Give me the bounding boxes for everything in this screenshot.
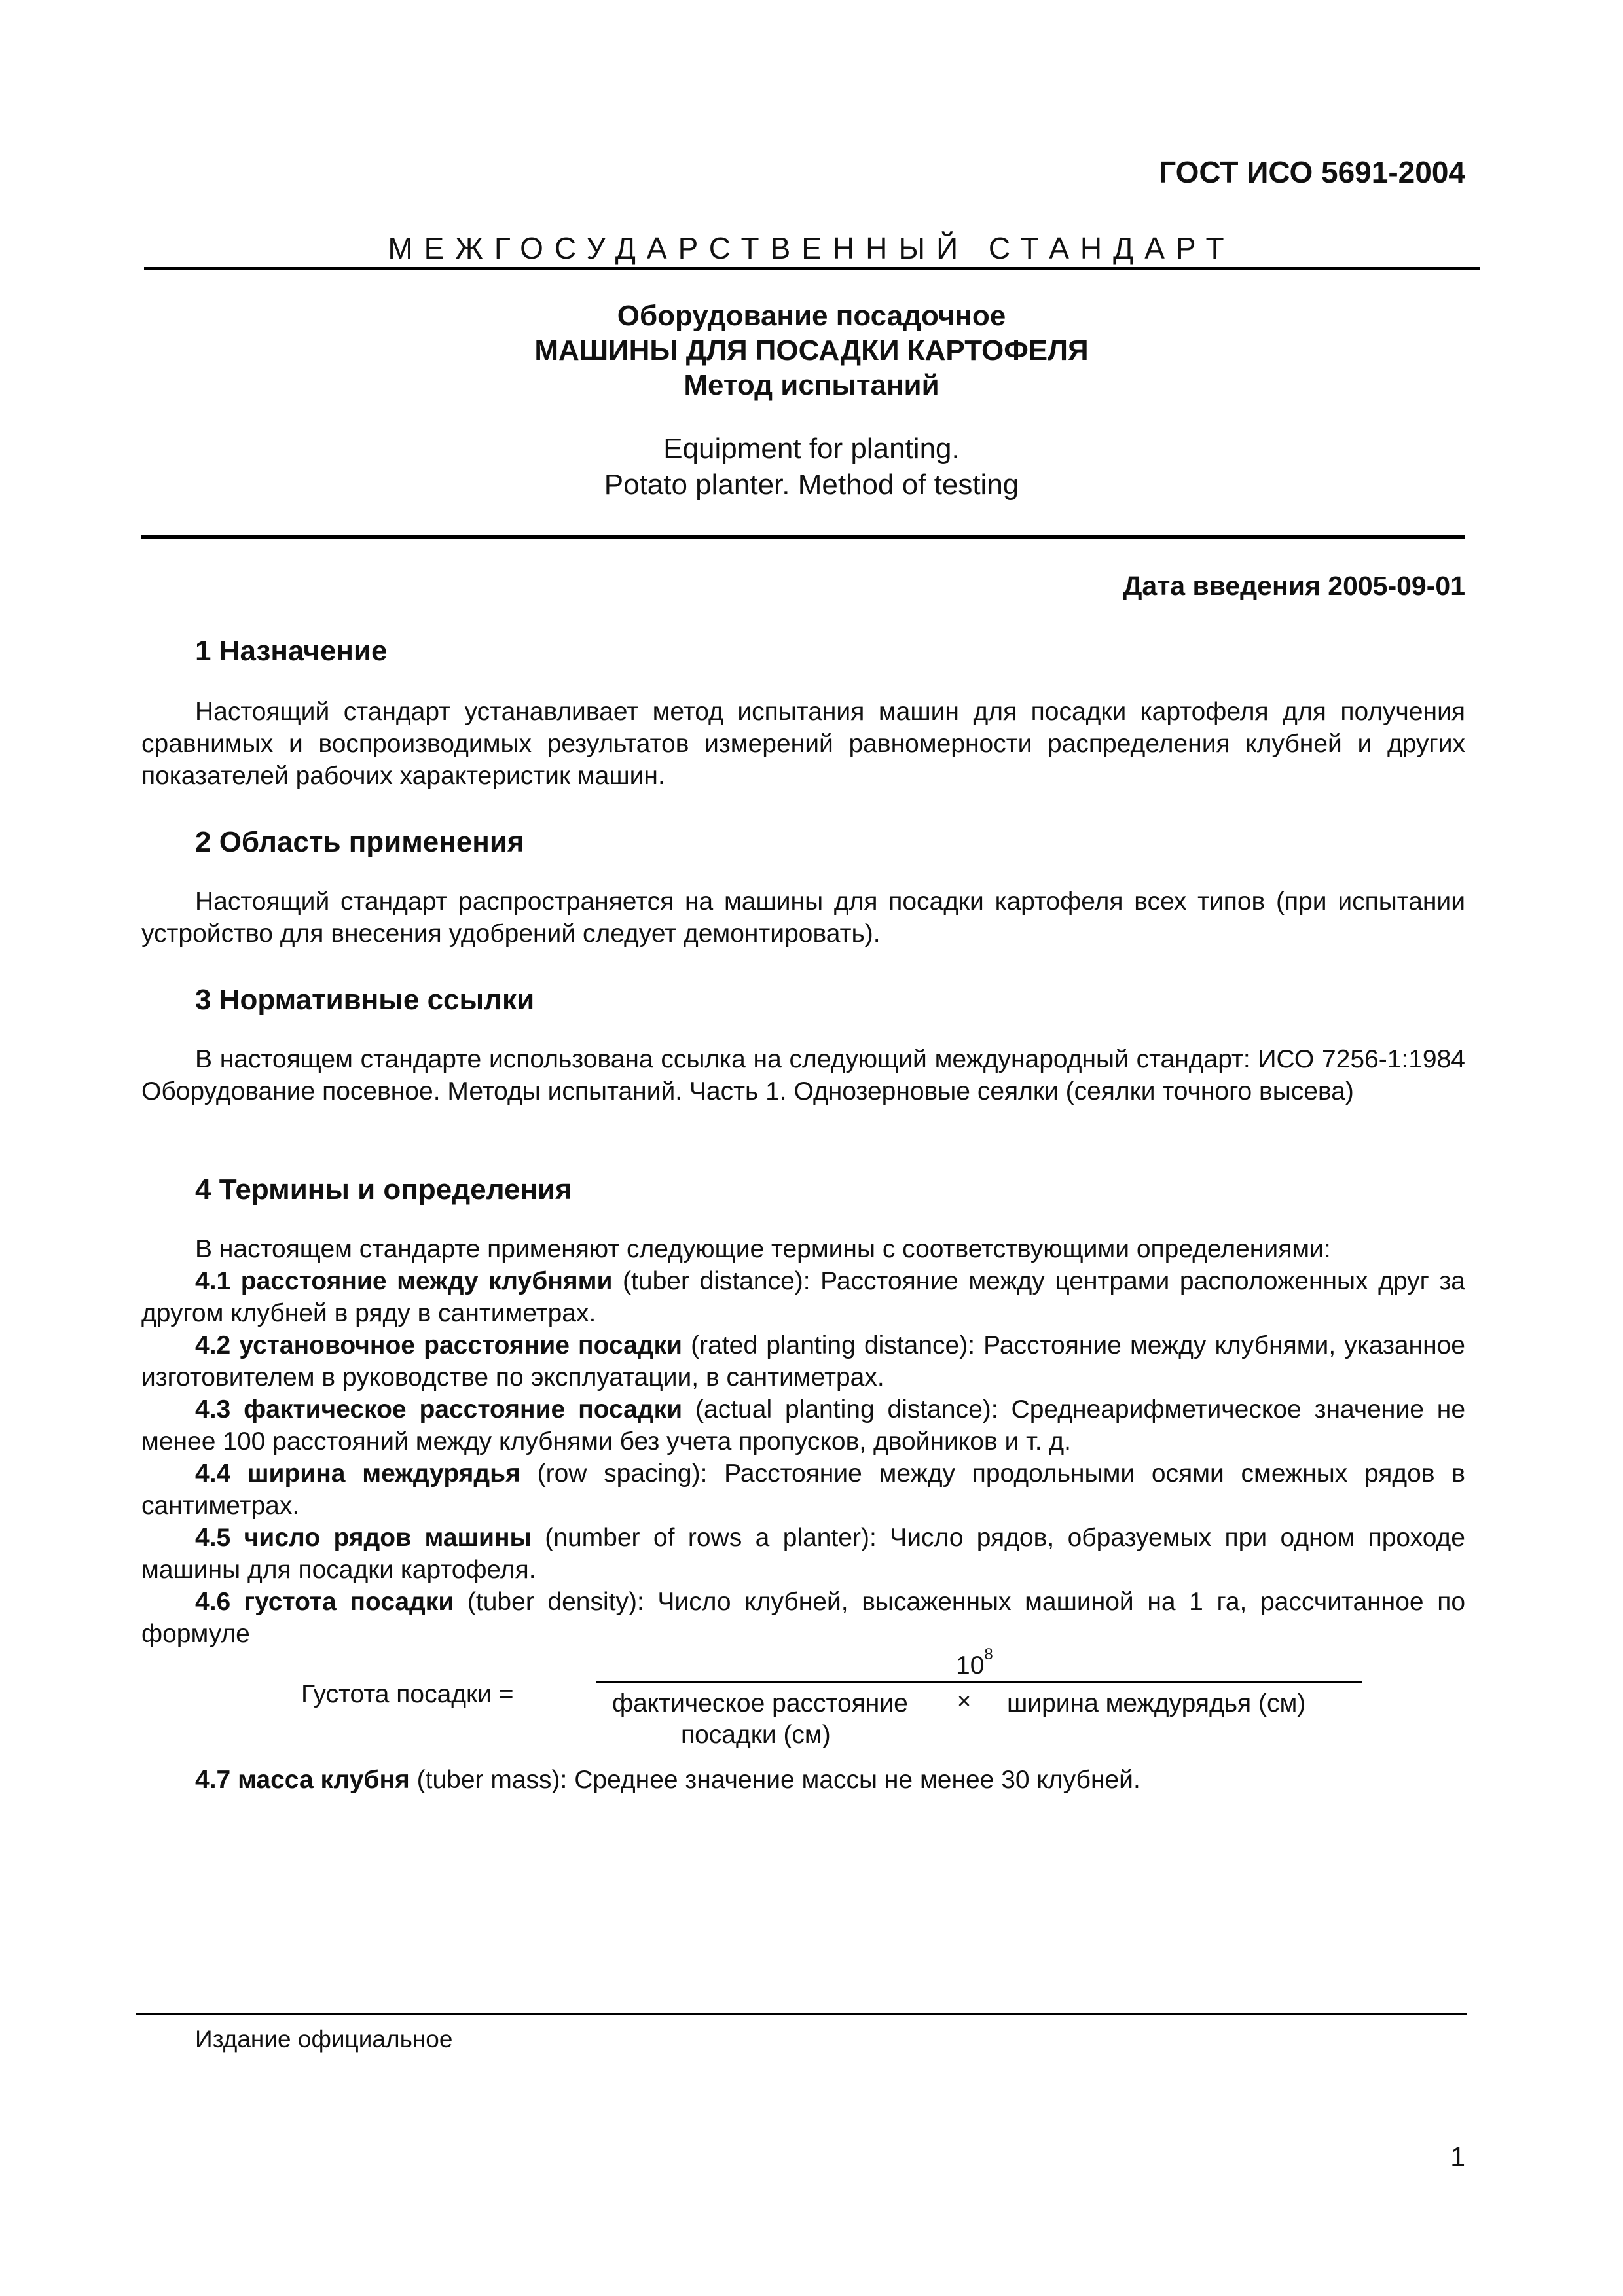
- term-4-1-number: 4.1: [195, 1267, 231, 1295]
- russian-title-line-3: Метод испытаний: [684, 369, 939, 401]
- term-4-5-name: число рядов машины: [244, 1524, 532, 1552]
- document-code: ГОСТ ИСО 5691-2004: [1159, 155, 1465, 189]
- formula-numerator-exponent: 8: [984, 1645, 993, 1663]
- term-4-3: [141, 1393, 1465, 1458]
- term-4-2-name: установочное расстояние посадки: [239, 1331, 683, 1359]
- section-3-text: [141, 1043, 1465, 1107]
- term-4-3-number: 4.3: [195, 1395, 231, 1424]
- page-number: 1: [1450, 2142, 1465, 2172]
- term-4-2: [141, 1329, 1465, 1393]
- term-4-4-name: ширина междурядья: [247, 1460, 520, 1488]
- header-rule: [144, 267, 1480, 270]
- russian-title-line-2: МАШИНЫ ДЛЯ ПОСАДКИ КАРТОФЕЛЯ: [534, 334, 1089, 367]
- term-4-4-number: 4.4: [195, 1460, 231, 1488]
- section-4-text: [141, 1233, 1465, 1650]
- term-4-4: [141, 1458, 1465, 1522]
- formula-denominator-actual-distance: фактическое расстояние: [612, 1689, 908, 1717]
- english-title: [0, 431, 1623, 503]
- footer-rule: [136, 2013, 1467, 2015]
- section-1-text: [141, 696, 1465, 792]
- term-4-5: [141, 1522, 1465, 1586]
- term-4-1: [141, 1265, 1465, 1329]
- section-3-heading: 3 Нормативные ссылки: [195, 984, 535, 1016]
- term-4-2-definition: (rated planting distance): Расстояние между клубнями, указанное изготовителем в руководстве по эксплуатации, в сантиметрах.: [141, 1331, 1465, 1391]
- term-4-7-number: 4.7: [195, 1766, 231, 1794]
- term-4-1-definition: (tuber distance): Расстояние между центрами расположенных друг за другом клубней в ряду в сантиметрах.: [141, 1267, 1465, 1327]
- term-4-6-number: 4.6: [195, 1588, 231, 1616]
- title-rule: [141, 535, 1465, 539]
- term-4-6: [141, 1586, 1465, 1650]
- english-title-line-2: Potato planter. Method of testing: [604, 469, 1019, 501]
- term-4-1-name: расстояние между клубнями: [240, 1267, 613, 1295]
- introduction-date: Дата введения 2005-09-01: [1123, 571, 1465, 601]
- formula-denominator-row-spacing: ширина междурядья (см): [1007, 1689, 1306, 1717]
- formula-numerator: [956, 1645, 993, 1680]
- russian-title: [0, 298, 1623, 403]
- formula-label: Густота посадки =: [301, 1680, 514, 1708]
- section-2-text: [141, 886, 1465, 950]
- section-2-paragraph: Настоящий стандарт распространяется на машины для посадки картофеля всех типов (при испытании устройство для внесения удобрений следует демонтировать).: [141, 888, 1465, 948]
- term-4-3-definition: (actual planting distance): Среднеарифметическое значение не менее 100 расстояний между клубнями без учета пропусков, двойников и т. д.: [141, 1395, 1466, 1456]
- term-4-4-definition: (row spacing): Расстояние между продольными осями смежных рядов в сантиметрах.: [141, 1460, 1466, 1520]
- english-title-line-1: Equipment for planting.: [663, 433, 960, 465]
- fraction-bar: [596, 1681, 1362, 1683]
- term-4-7-definition: (tuber mass): Среднее значение массы не менее 30 клубней.: [409, 1766, 1140, 1794]
- russian-title-line-1: Оборудование посадочное: [617, 300, 1006, 332]
- formula-numerator-base: 10: [956, 1651, 985, 1679]
- term-4-7-block: [141, 1764, 1465, 1796]
- term-4-7: [141, 1764, 1465, 1796]
- term-4-2-number: 4.2: [195, 1331, 231, 1359]
- term-4-6-name: густота посадки: [244, 1588, 454, 1616]
- section-2-heading: 2 Область применения: [195, 826, 524, 858]
- term-4-7-name: масса клубня: [238, 1766, 410, 1794]
- section-4-heading: 4 Термины и определения: [195, 1174, 572, 1206]
- term-4-6-definition: (tuber density): Число клубней, высаженных машиной на 1 га, рассчитанное по формуле: [141, 1588, 1466, 1648]
- formula-denominator-actual-distance-unit: посадки (см): [681, 1721, 831, 1749]
- section-3-paragraph: В настоящем стандарте использована ссылка на следующий международный стандарт: ИСО 7256-1:1984 Оборудование посевное. Методы испытаний. Часть 1. Однозерновые сеялки (сеялки точного высева): [141, 1045, 1465, 1105]
- multiply-icon: ×: [957, 1687, 972, 1714]
- interstate-standard-label: МЕЖГОСУДАРСТВЕННЫЙ СТАНДАРТ: [388, 231, 1235, 265]
- section-1-paragraph: Настоящий стандарт устанавливает метод испытания машин для посадки картофеля для получения сравнимых и воспроизводимых результатов измерений равномерности распределения клубней и других показателей рабочих характеристик машин.: [141, 698, 1465, 790]
- term-4-5-definition: (number of rows a planter): Число рядов, образуемых при одном проходе машины для посадки картофеля.: [141, 1524, 1465, 1584]
- section-1-heading: 1 Назначение: [195, 635, 388, 667]
- term-4-3-name: фактическое расстояние посадки: [244, 1395, 683, 1424]
- section-4-intro: В настоящем стандарте применяют следующие термины с соответствующими определениями:: [195, 1235, 1331, 1263]
- term-4-5-number: 4.5: [195, 1524, 231, 1552]
- official-edition-note: Издание официальное: [195, 2026, 453, 2053]
